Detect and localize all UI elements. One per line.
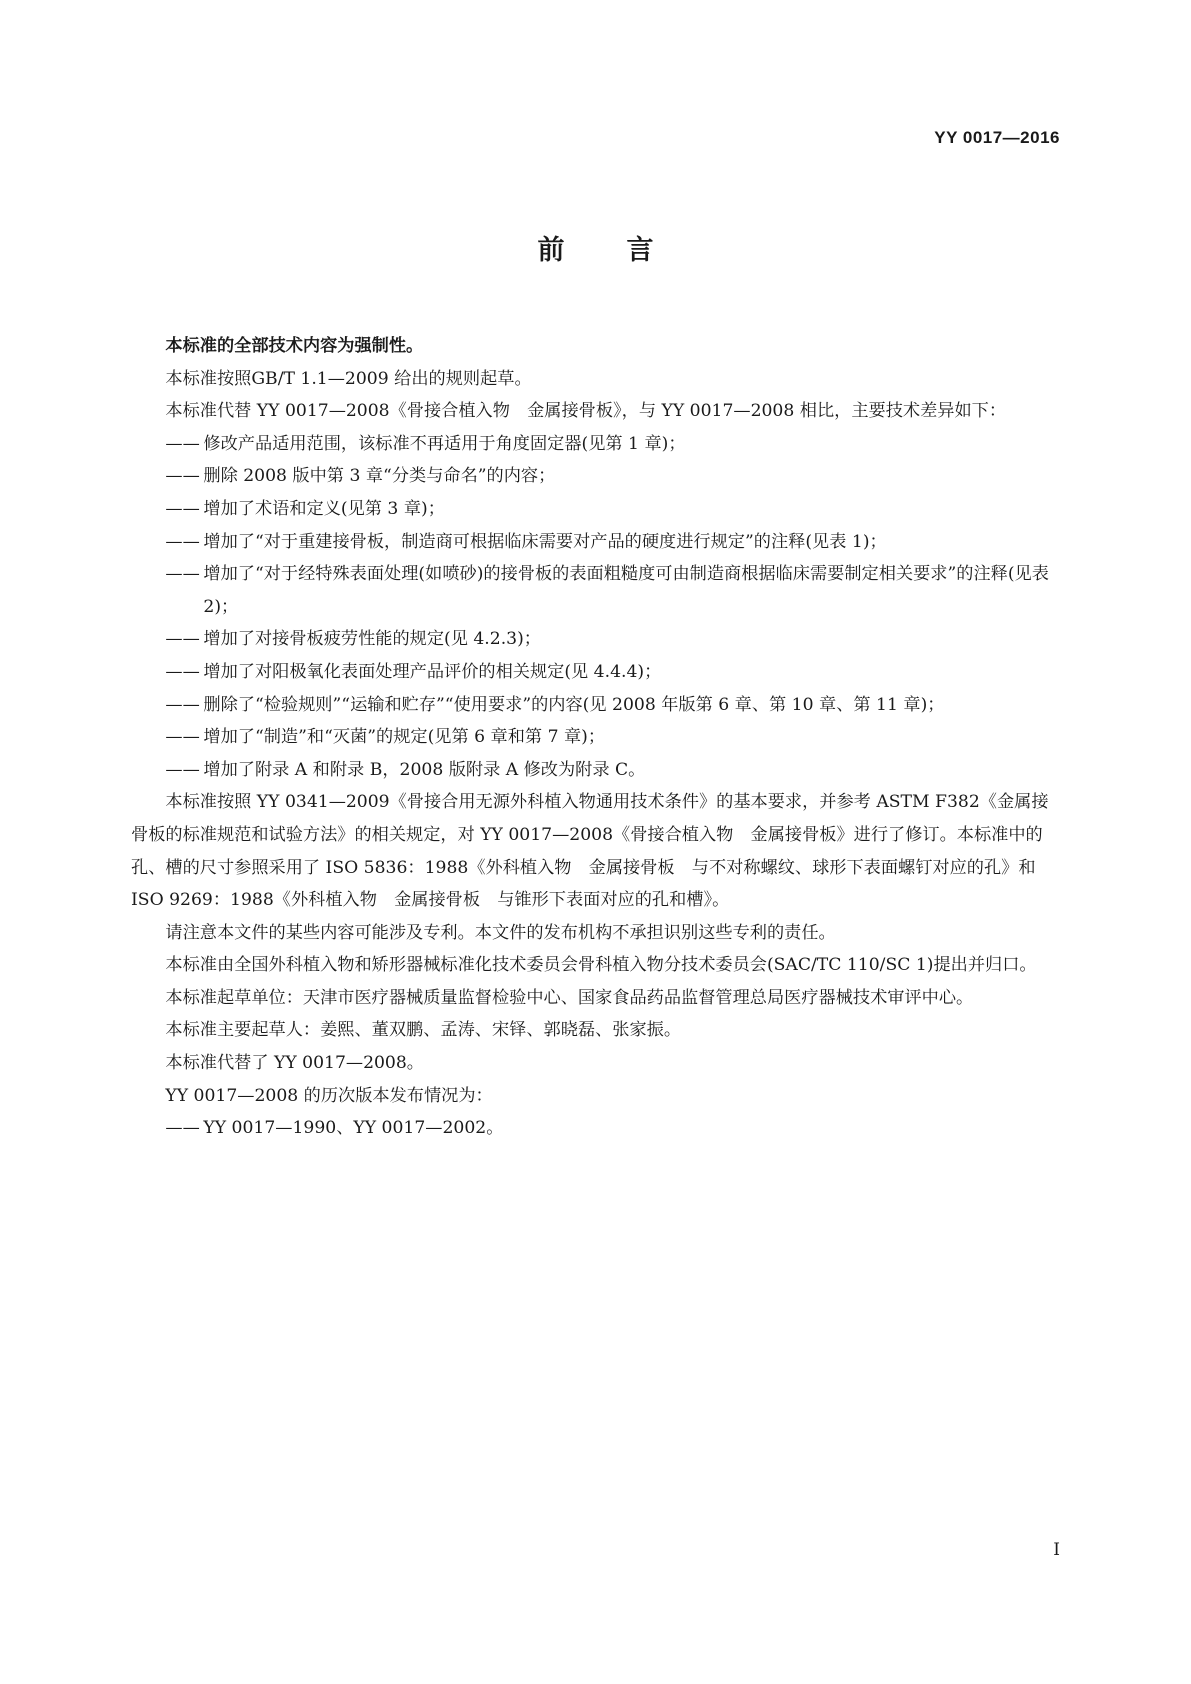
paragraph-history-intro: YY 0017—2008 的历次版本发布情况为： — [165, 1085, 493, 1106]
paragraph-drafting-rules: 本标准按照GB/T 1.1—2009 给出的规则起草。 — [165, 368, 532, 389]
paragraph-proposed-by: 本标准由全国外科植入物和矫形器械标准化技术委员会骨科植入物分技术委员会(SAC/TC 110/SC 1)提出并归口。 — [165, 955, 1037, 976]
list-item: —— 增加了术语和定义(见第 3 章)； — [165, 498, 445, 519]
list-item: —— 修改产品适用范围，该标准不再适用于角度固定器(见第 1 章)； — [165, 433, 686, 454]
list-item: —— 增加了“制造”和“灭菌”的规定(见第 6 章和第 7 章)； — [165, 727, 606, 748]
paragraph-replaces: 本标准代替 YY 0017—2008《骨接合植入物 金属接骨板》，与 YY 0017—2008 相比，主要技术差异如下： — [165, 401, 1007, 422]
list-item: —— 增加了“对于经特殊表面处理(如喷砂)的接骨板的表面粗糙度可由制造商根据临床需要制定相关要求”的注释(见表 2)； — [165, 564, 1049, 617]
paragraph-replaced-standard: 本标准代替了 YY 0017—2008。 — [165, 1053, 424, 1074]
list-item: —— 增加了对接骨板疲劳性能的规定(见 4.2.3)； — [165, 629, 541, 650]
paragraph-revision-basis: 本标准按照 YY 0341—2009《骨接合用无源外科植入物通用技术条件》的基本要求，并参考 ASTM F382《金属接骨板的标准规范和试验方法》的相关规定，对 YY 0017—2008《骨接合植入物 金属接骨板》进行了修订。本标准中的孔、槽的尺寸参照采用了 ISO 5836：1988《外科植入物 金属接骨板 与不对称螺纹、球形下表面螺钉对应的孔》和 ISO 9269：1988《外科植入物 金属接骨板 与锥形下表面对应的孔和槽》。 — [131, 792, 1049, 911]
paragraph-mandatory: 本标准的全部技术内容为强制性。 — [165, 336, 424, 356]
paragraph-drafters: 本标准主要起草人：姜熙、董双鹏、孟涛、宋铎、郭晓磊、张家振。 — [165, 1020, 682, 1041]
list-item: —— 增加了对阳极氧化表面处理产品评价的相关规定(见 4.4.4)； — [165, 661, 662, 682]
standard-code: YY 0017—2016 — [934, 128, 1060, 147]
paragraph-patent-notice: 请注意本文件的某些内容可能涉及专利。本文件的发布机构不承担识别这些专利的责任。 — [165, 922, 836, 943]
page-number: I — [1053, 1540, 1060, 1560]
list-item: —— 删除了“检验规则”“运输和贮存”“使用要求”的内容(见 2008 年版第 6 章、第 10 章、第 11 章)； — [165, 694, 945, 715]
list-item: —— 增加了“对于重建接骨板，制造商可根据临床需要对产品的硬度进行规定”的注释(见表 1)； — [165, 531, 887, 552]
list-item: —— 删除 2008 版中第 3 章“分类与命名”的内容； — [165, 466, 556, 487]
title-char-1: 前 — [537, 235, 565, 266]
list-item: —— 增加了附录 A 和附录 B，2008 版附录 A 修改为附录 C。 — [165, 759, 646, 780]
title-char-2: 言 — [626, 235, 654, 266]
foreword-body — [131, 330, 1061, 1145]
history-item: —— YY 0017—1990、YY 0017—2002。 — [165, 1118, 504, 1139]
paragraph-drafting-units: 本标准起草单位：天津市医疗器械质量监督检验中心、国家食品药品监督管理总局医疗器械技术审评中心。 — [165, 987, 974, 1008]
page-title — [0, 228, 1191, 267]
